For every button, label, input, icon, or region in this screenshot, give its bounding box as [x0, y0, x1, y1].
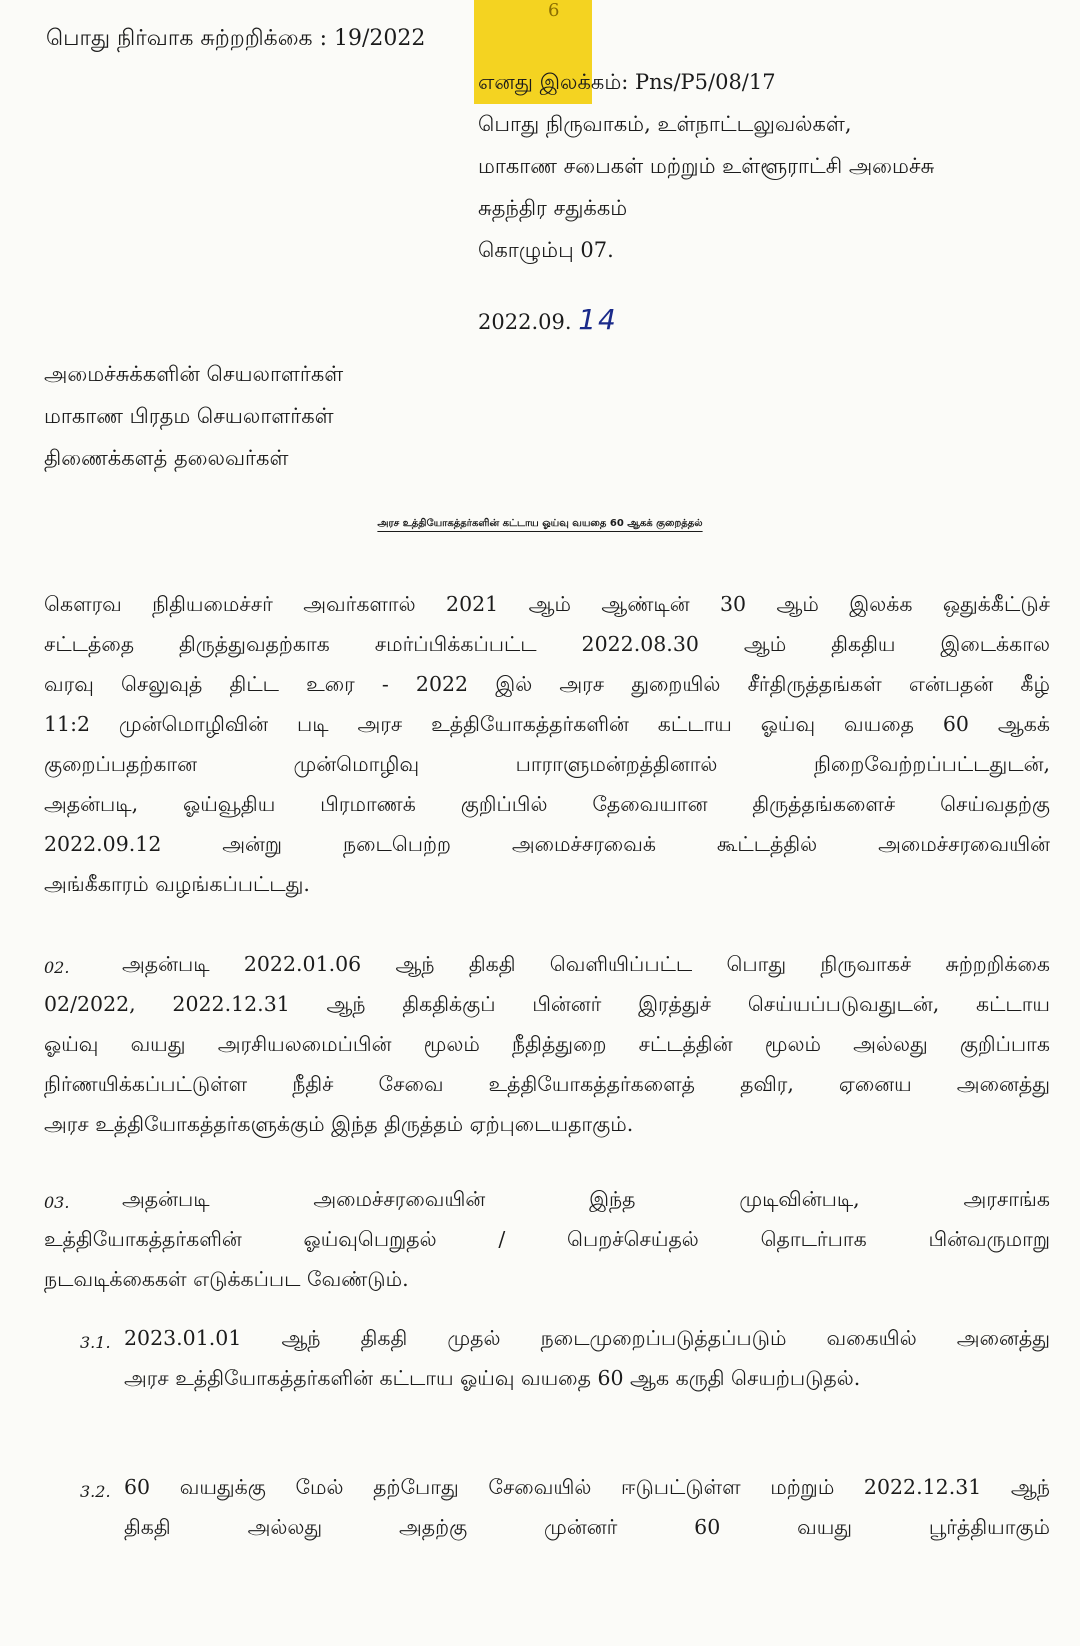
reference-number: எனது இலக்கம்: Pns/P5/08/17 [478, 70, 776, 94]
item-3-1 [124, 1318, 1050, 1398]
paragraph-1-line: 2022.09.12 அன்று நடைபெற்ற அமைச்சரவைக் கூட்டத்தில் அமைச்சரவையின் [44, 832, 1050, 856]
paragraph-1-line: கௌரவ நிதியமைச்சர் அவர்களால் 2021 ஆம் ஆண்டின் 30 ஆம் இலக்க ஒதுக்கீட்டுச் [44, 592, 1050, 616]
paragraph-3-line: நடவடிக்கைகள் எடுக்கப்பட வேண்டும். [44, 1267, 409, 1291]
item-3-2-line: 60 வயதுக்கு மேல் தற்போது சேவையில் ஈடுபட்டுள்ள மற்றும் 2022.12.31 ஆந் [124, 1475, 1050, 1499]
paragraph-2 [44, 944, 1050, 1144]
date-handwritten: 14 [578, 303, 618, 336]
letter-date [478, 303, 618, 336]
address-line-2: கொழும்பு 07. [478, 238, 614, 262]
circular-number: பொது நிர்வாக சுற்றறிக்கை : 19/2022 [46, 26, 426, 51]
paragraph-1 [44, 584, 1050, 904]
paragraph-2-line: அரச உத்தியோகத்தர்களுக்கும் இந்த திருத்தம் ஏற்புடையதாகும். [44, 1112, 634, 1136]
item-3-1-line: 2023.01.01 ஆந் திகதி முதல் நடைமுறைப்படுத்தப்படும் வகையில் அனைத்து [124, 1326, 1050, 1350]
address-line-1: சுதந்திர சதுக்கம் [478, 196, 628, 220]
recipient-1: அமைச்சுக்களின் செயலாளர்கள் [44, 362, 344, 386]
paragraph-1-line: அதன்படி, ஓய்வூதிய பிரமாணக் குறிப்பில் தேவையான திருத்தங்களைச் செய்வதற்கு [44, 792, 1050, 816]
paragraph-3-line: உத்தியோகத்தர்களின் ஓய்வுபெறுதல் / பெறச்செய்தல் தொடர்பாக பின்வருமாறு [44, 1227, 1050, 1251]
paragraph-1-line: சட்டத்தை திருத்துவதற்காக சமர்ப்பிக்கப்பட்ட 2022.08.30 ஆம் திகதிய இடைக்கால [44, 632, 1050, 656]
paragraph-1-line: 11:2 முன்மொழிவின் படி அரச உத்தியோகத்தர்களின் கட்டாய ஓய்வு வயதை 60 ஆகக் [44, 712, 1050, 736]
item-3-1-number: 3.1. [80, 1333, 111, 1352]
paragraph-1-line: குறைப்பதற்கான முன்மொழிவு பாராளுமன்றத்தினால் நிறைவேற்றப்பட்டதுடன், [44, 752, 1050, 776]
paragraph-3-line: அதன்படி அமைச்சரவையின் இந்த முடிவின்படி, அரசாங்க [122, 1187, 1050, 1211]
paragraph-2-number: 02. [44, 958, 70, 977]
sticky-note-mark: 6 [548, 0, 560, 21]
recipient-2: மாகாண பிரதம செயலாளர்கள் [44, 404, 334, 428]
item-3-1-line: அரச உத்தியோகத்தர்களின் கட்டாய ஓய்வு வயதை 60 ஆக கருதி செயற்படுதல். [124, 1366, 861, 1390]
recipient-3: திணைக்களத் தலைவர்கள் [44, 446, 289, 470]
paragraph-2-line: ஓய்வு வயது அரசியலமைப்பின் மூலம் நீதித்துறை சட்டத்தின் மூலம் அல்லது குறிப்பாக [44, 1032, 1050, 1056]
ministry-line-1: பொது நிருவாகம், உள்நாட்டலுவல்கள், [478, 112, 852, 136]
paragraph-2-line: 02/2022, 2022.12.31 ஆந் திகதிக்குப் பின்னர் இரத்துச் செய்யப்படுவதுடன், கட்டாய [44, 992, 1050, 1016]
paragraph-2-line: அதன்படி 2022.01.06 ஆந் திகதி வெளியிப்பட்ட பொது நிருவாகச் சுற்றறிக்கை [122, 952, 1050, 976]
circular-title: அரச உத்தியோகத்தர்களின் கட்டாய ஓய்வு வயதை 60 ஆகக் குறைத்தல் [377, 518, 703, 529]
paragraph-2-line: நிர்ணயிக்கப்பட்டுள்ள நீதிச் சேவை உத்தியோகத்தர்களைத் தவிர, ஏனைய அனைத்து [44, 1072, 1050, 1096]
item-3-2-number: 3.2. [80, 1482, 111, 1501]
paragraph-1-line: அங்கீகாரம் வழங்கப்பட்டது. [44, 872, 310, 896]
ministry-line-2: மாகாண சபைகள் மற்றும் உள்ளூராட்சி அமைச்சு [478, 154, 935, 178]
item-3-2-line: திகதி அல்லது அதற்கு முன்னர் 60 வயது பூர்த்தியாகும் [124, 1515, 1050, 1539]
paragraph-3-number: 03. [44, 1193, 70, 1212]
paragraph-3 [44, 1179, 1050, 1299]
paragraph-1-line: வரவு செலுவுத் திட்ட உரை - 2022 இல் அரச துறையில் சீர்திருத்தங்கள் என்பதன் கீழ் [44, 672, 1050, 696]
item-3-2 [124, 1467, 1050, 1547]
date-printed: 2022.09. [478, 310, 572, 334]
